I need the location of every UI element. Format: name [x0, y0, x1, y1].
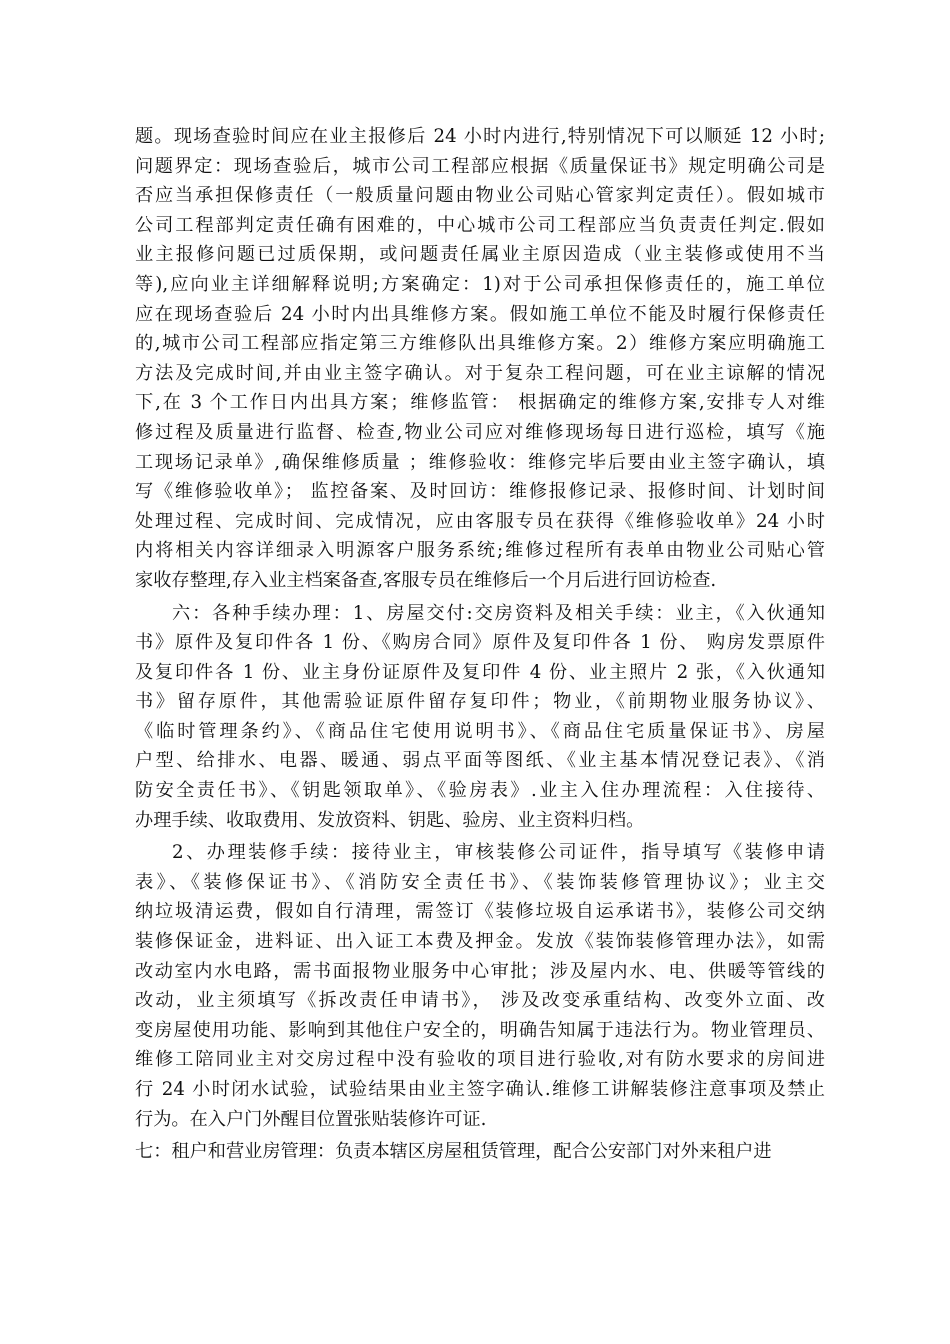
text-line: 防安全责任书》、《钥匙领取单》、《验房表》.业主入住办理流程：入住接待、 — [135, 780, 825, 802]
text-line: 书》原件及复印件各 1 份、《购房合同》原件及复印件各 1 份、 购房发票原件 — [135, 632, 825, 654]
text-line: 表》、《装修保证书》、《消防安全责任书》、《装饰装修管理协议》；业主交 — [135, 871, 825, 893]
text-line: 办理手续、收取费用、发放资料、钥匙、验房、业主资料归档。 — [135, 809, 645, 831]
text-line: 及复印件各 1 份、业主身份证原件及复印件 4 份、业主照片 2 张，《入伙通知 — [135, 661, 825, 683]
text-line: 七：租户和营业房管理：负责本辖区房屋租赁管理，配合公安部门对外来租户进 — [135, 1141, 772, 1163]
paragraph — [135, 599, 825, 836]
text-line: 问题界定：现场查验后，城市公司工程部应根据《质量保证书》规定明确公司是 — [135, 155, 825, 177]
text-line: 下,在 3 个工作日内出具方案；维修监管： 根据确定的维修方案,安排专人对维 — [135, 392, 825, 414]
text-line: 《临时管理条约》、《商品住宅使用说明书》、《商品住宅质量保证书》、房屋 — [135, 720, 825, 742]
text-line: 否应当承担保修责任（一般质量问题由物业公司贴心管家判定责任）。假如城市 — [135, 185, 825, 207]
paragraph — [135, 838, 825, 1134]
text-line: 纳垃圾清运费，假如自行清理，需签订《装修垃圾自运承诺书》，装修公司交纳 — [135, 901, 825, 923]
text-line: 内将相关内容详细录入明源客户服务系统;维修过程所有表单由物业公司贴心管 — [135, 540, 825, 562]
text-line: 家收存整理,存入业主档案备查,客服专员在维修后一个月后进行回访检查. — [135, 569, 717, 591]
text-line: 等),应向业主详细解释说明;方案确定：1)对于公司承担保修责任的，施工单位 — [135, 273, 825, 295]
text-line: 书》留存原件，其他需验证原件留存复印件；物业，《前期物业服务协议》、 — [135, 691, 825, 713]
text-line: 工现场记录单》,确保维修质量 ；维修验收：维修完毕后要由业主签字确认，填 — [135, 451, 825, 473]
text-line: 变房屋使用功能、影响到其他住户安全的，明确告知属于违法行为。物业管理员、 — [135, 1019, 825, 1041]
text-line: 六：各种手续办理：1、房屋交付:交房资料及相关手续：业主，《入伙通知 — [172, 602, 825, 624]
paragraph — [135, 122, 825, 596]
text-line: 行为。在入户门外醒目位置张贴装修许可证. — [135, 1108, 487, 1130]
text-line: 应在现场查验后 24 小时内出具维修方案。假如施工单位不能及时履行保修责任 — [135, 303, 825, 325]
text-line: 公司工程部判定责任确有困难的，中心城市公司工程部应当负责责任判定.假如 — [135, 214, 825, 236]
body-text — [135, 122, 825, 1167]
text-line: 2、办理装修手续：接待业主，审核装修公司证件，指导填写《装修申请 — [172, 842, 825, 864]
text-line: 题。现场查验时间应在业主报修后 24 小时内进行,特别情况下可以顺延 12 小时; — [135, 126, 825, 147]
paragraph — [135, 1137, 825, 1167]
text-line: 装修保证金，进料证、出入证工本费及押金。发放《装饰装修管理办法》，如需 — [135, 931, 825, 953]
text-line: 方法及完成时间,并由业主签字确认。对于复杂工程问题，可在业主谅解的情况 — [135, 362, 825, 384]
text-line: 写《维修验收单》； 监控备案、及时回访：维修报修记录、报修时间、计划时间 — [135, 481, 825, 503]
text-line: 处理过程、完成时间、完成情况，应由客服专员在获得《维修验收单》24 小时 — [135, 510, 825, 532]
text-line: 改动室内水电路，需书面报物业服务中心审批；涉及屋内水、电、供暖等管线的 — [135, 960, 825, 982]
text-line: 户型、给排水、电器、暖通、弱点平面等图纸、《业主基本情况登记表》、《消 — [135, 750, 825, 772]
text-line: 业主报修问题已过质保期，或问题责任属业主原因造成（业主装修或使用不当 — [135, 244, 825, 266]
text-line: 的,城市公司工程部应指定第三方维修队出具维修方案。2）维修方案应明确施工 — [135, 333, 825, 355]
text-line: 行 24 小时闭水试验，试验结果由业主签字确认.维修工讲解装修注意事项及禁止 — [135, 1079, 825, 1100]
text-line: 改动，业主须填写《拆改责任申请书》， 涉及改变承重结构、改变外立面、改 — [135, 990, 825, 1012]
text-line: 修过程及质量进行监督、检查,物业公司应对维修现场每日进行巡检，填写《施 — [135, 421, 825, 443]
text-line: 维修工陪同业主对交房过程中没有验收的项目进行验收,对有防水要求的房间进 — [135, 1049, 825, 1071]
